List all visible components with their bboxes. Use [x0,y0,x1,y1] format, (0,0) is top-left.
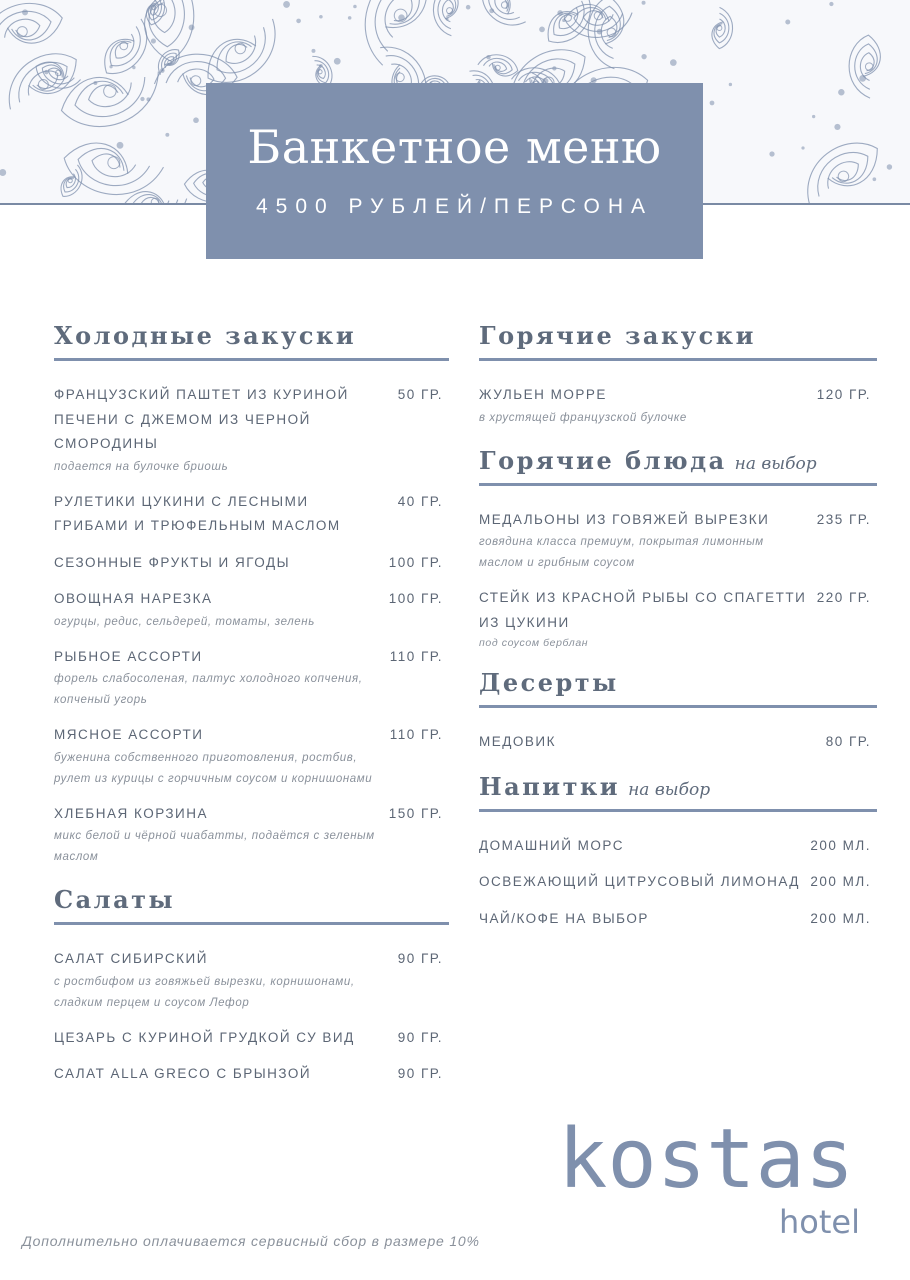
menu-item-price: 220 ГР. [816,590,871,605]
menu-item-price: 90 ГР. [397,1029,443,1045]
ornament-stroke [165,133,169,137]
ornament-stroke [93,81,97,85]
menu-item-name: ОСВЕЖАЮЩИЙ ЦИТРУСОВЫЙ ЛИМОНАД [479,874,800,889]
menu-item-name: РУЛЕТИКИ ЦУКИНИ С ЛЕСНЫМИ ГРИБАМИ И ТРЮФЕЛЬНЫМ МАСЛОМ [54,493,341,533]
ornament-stroke [353,5,357,9]
ornament-stroke [848,35,881,99]
menu-item [54,723,449,790]
ornament-stroke [769,151,774,156]
ornament-stroke [146,97,150,101]
menu-item-price: 200 МЛ. [810,874,871,889]
section-divider [54,358,449,361]
ornament-dot [865,63,873,71]
paisley-motif [792,127,888,205]
menu-item-price: 100 ГР. [388,554,443,570]
section-header [479,318,877,371]
menu-item-name: ОВОЩНАЯ НАРЕЗКА [54,591,213,606]
section-title: Горячие блюда [479,445,727,475]
ornament-stroke [379,0,417,40]
ornament-stroke [446,18,449,21]
service-fee-note: Дополнительно оплачивается сервисный сбор в размере 10% [22,1233,480,1249]
paisley-motif [477,52,520,78]
menu-item-price: 110 ГР. [389,727,443,742]
price-per-person: 4500 РУБЛЕЙ/ПЕРСОНА [255,195,654,218]
section-divider [479,809,877,812]
ornament-stroke [489,8,494,13]
menu-item [479,870,877,895]
paisley-motif [712,7,733,48]
ornament-stroke [854,44,878,90]
ornament-dot [190,75,201,86]
menu-item-name: МЯСНОЕ АССОРТИ [54,727,204,742]
ornament-stroke [887,164,892,169]
menu-item-description: под соусом берблан [479,637,589,649]
ornament-stroke [296,19,301,24]
section-header [54,882,449,935]
menu-section [479,443,877,652]
section-header [479,665,877,718]
ornament-stroke [801,146,804,149]
ornament-stroke [189,25,195,31]
ornament-stroke [8,51,73,111]
logo-word: kostas [558,1112,855,1207]
page-title: Банкетное меню [247,120,662,174]
ornament-stroke [873,177,877,181]
menu-item [479,730,877,755]
menu-item [479,383,877,429]
ornament-stroke [716,19,725,37]
menu-item-description: огурцы, редис, сельдерей, томаты, зелень [54,615,315,628]
menu-item-price: 110 ГР. [389,648,443,664]
menu-item-description: форель слабосоленая, палтус холодного копчения, копченый угорь [54,673,363,706]
section-header [54,318,449,371]
ornament-dot [607,28,616,37]
logo-sub: hotel [779,1203,860,1241]
ornament-stroke [351,0,437,72]
ornament-stroke [283,1,290,8]
menu-item-description: буженина собственного приготовления, ростбив, рулет из курицы с горчичным соусом и корнишонами [54,751,373,785]
menu-item-description: с ростбифом из говяжьей вырезки, корнишонами, сладким перцем и соусом Лефор [54,975,355,1009]
ornament-stroke [132,66,135,69]
menu-item [54,1026,449,1051]
ornament-stroke [319,15,323,19]
ornament-stroke [466,5,471,10]
ornament-stroke [140,97,144,101]
paisley-motif [351,0,437,72]
menu-item-description: подается на булочке бриошь [54,460,229,473]
ornament-stroke [0,169,6,176]
ornament-stroke [557,10,563,16]
ornament-stroke [829,2,833,6]
menu-item-name: СТЕЙК ИЗ КРАСНОЙ РЫБЫ СО СПАГЕТТИ ИЗ ЦУКИНИ [479,590,807,630]
paisley-motif [153,44,183,77]
menu-item [54,645,449,712]
menu-item [54,587,449,633]
menu-item-name: ФРАНЦУЗСКИЙ ПАШТЕТ ИЗ КУРИНОЙ ПЕЧЕНИ С ДЖЕМОМ ИЗ ЧЕРНОЙ СМОРОДИНЫ [54,387,349,451]
right-column [479,318,877,931]
paisley-motif [0,0,67,60]
ornament-stroke [641,54,646,59]
ornament-stroke [193,117,199,123]
ornament-stroke [22,64,62,100]
section-header [479,769,877,822]
ornament-stroke [437,0,458,30]
menu-item-name: ХЛЕБНАЯ КОРЗИНА [54,805,209,821]
section-title: Салаты [54,885,176,914]
menu-item-name: ДОМАШНИЙ МОРС [479,837,625,853]
paisley-motif [145,0,167,26]
menu-item-name: СЕЗОННЫЕ ФРУКТЫ И ЯГОДЫ [54,554,291,570]
ornament-stroke [76,146,151,188]
paisley-motif [57,162,87,201]
ornament-stroke [1,14,42,44]
section-divider [479,483,877,486]
ornament-stroke [556,4,583,33]
paisley-motif [32,58,83,94]
menu-item-description: говядина класса премиум, покрытая лимонным маслом и грибным соусом [479,536,764,569]
menu-item-price: 50 ГР. [397,387,443,402]
title-box [206,83,703,259]
menu-item-price: 40 ГР. [397,493,443,509]
ornament-stroke [785,19,790,24]
menu-item-price: 120 ГР. [816,387,871,402]
menu-item-price: 90 ГР. [397,1066,443,1081]
ornament-stroke [160,68,165,73]
menu-item-price: 90 ГР. [397,951,443,966]
menu-item-price: 200 МЛ. [810,837,871,853]
ornament-stroke [562,19,565,22]
ornament-stroke [834,124,840,130]
menu-item-name: САЛАТ СИБИРСКИЙ [54,951,208,966]
menu-item-price: 80 ГР. [825,734,871,749]
ornament-stroke [710,101,715,106]
ornament-stroke [117,142,124,149]
ornament-stroke [151,38,156,43]
ornament-stroke [812,115,815,118]
menu-item-name: ЖУЛЬЕН МОРРЕ [479,387,607,402]
section-divider [54,922,449,925]
menu-item [479,508,877,575]
menu-section [54,882,449,1087]
ornament-stroke [491,0,517,18]
menu-section [479,665,877,755]
ornament-stroke [398,14,405,21]
menu-item-name: ЦЕЗАРЬ С КУРИНОЙ ГРУДКОЙ СУ ВИД [54,1029,355,1045]
ornament-dot [107,156,120,169]
section-title: Напитки [479,771,621,801]
ornament-stroke [112,31,139,62]
ornament-dot [151,5,156,10]
menu-item-name: САЛАТ ALLA GRECO С БРЫНЗОЙ [54,1066,312,1081]
menu-item-description: в хрустящей французской булочке [479,411,687,424]
ornament-stroke [209,19,277,85]
menu-item [479,834,877,859]
ornament-stroke [348,16,352,20]
ornament-stroke [552,66,556,70]
hotel-logo [558,1112,868,1252]
left-column [54,318,449,1087]
section-title: Холодные закуски [54,321,357,350]
ornament-stroke [838,89,844,95]
ornament-stroke [486,55,490,59]
section-note: на выбор [628,779,711,800]
paisley-motif [473,0,532,35]
ornament-stroke [319,64,323,68]
section-divider [479,705,877,708]
menu-item-price: 100 ГР. [388,591,443,606]
ornament-stroke [539,27,545,33]
menu-section [479,318,877,429]
ornament-stroke [334,58,341,65]
menu-item-name: МЕДАЛЬОНЫ ИЗ ГОВЯЖЕЙ ВЫРЕЗКИ [479,511,770,527]
section-divider [479,358,877,361]
menu-item [54,490,449,539]
menu-item-name: МЕДОВИК [479,734,556,749]
menu-item-price: 200 МЛ. [810,910,871,926]
ornament-stroke [311,49,315,53]
ornament-stroke [806,141,875,205]
menu-item [54,1062,449,1087]
menu-item [54,383,449,478]
ornament-stroke [670,59,677,66]
ornament-stroke [22,9,28,15]
ornament-stroke [821,155,863,194]
ornament-stroke [859,75,866,82]
ornament-stroke [548,0,592,43]
section-title: Десерты [479,668,619,697]
ornament-stroke [0,0,67,60]
menu-item [54,551,449,576]
ornament-stroke [729,83,732,86]
menu-item-price: 150 ГР. [388,805,443,821]
paisley-motif [848,35,881,99]
ornament-stroke [642,1,646,5]
menu-item [479,907,877,932]
menu-item-name: РЫБНОЕ АССОРТИ [54,648,203,664]
ornament-stroke [597,29,603,35]
menu-item-price: 235 ГР. [816,511,871,527]
section-title: Горячие закуски [479,321,756,350]
ornament-stroke [109,65,112,68]
menu-item [479,586,877,651]
ornament-stroke [792,127,888,205]
menu-section [54,318,449,868]
menu-section [479,769,877,932]
menu-item [54,802,449,869]
menu-item-description: микс белой и чёрной чиабатты, подаётся с зеленым маслом [54,830,375,863]
section-note: на выбор [734,453,817,474]
ornament-stroke [44,70,48,74]
section-header [479,443,877,496]
menu-item-name: ЧАЙ/КОФЕ НА ВЫБОР [479,910,649,926]
menu-item [54,947,449,1014]
